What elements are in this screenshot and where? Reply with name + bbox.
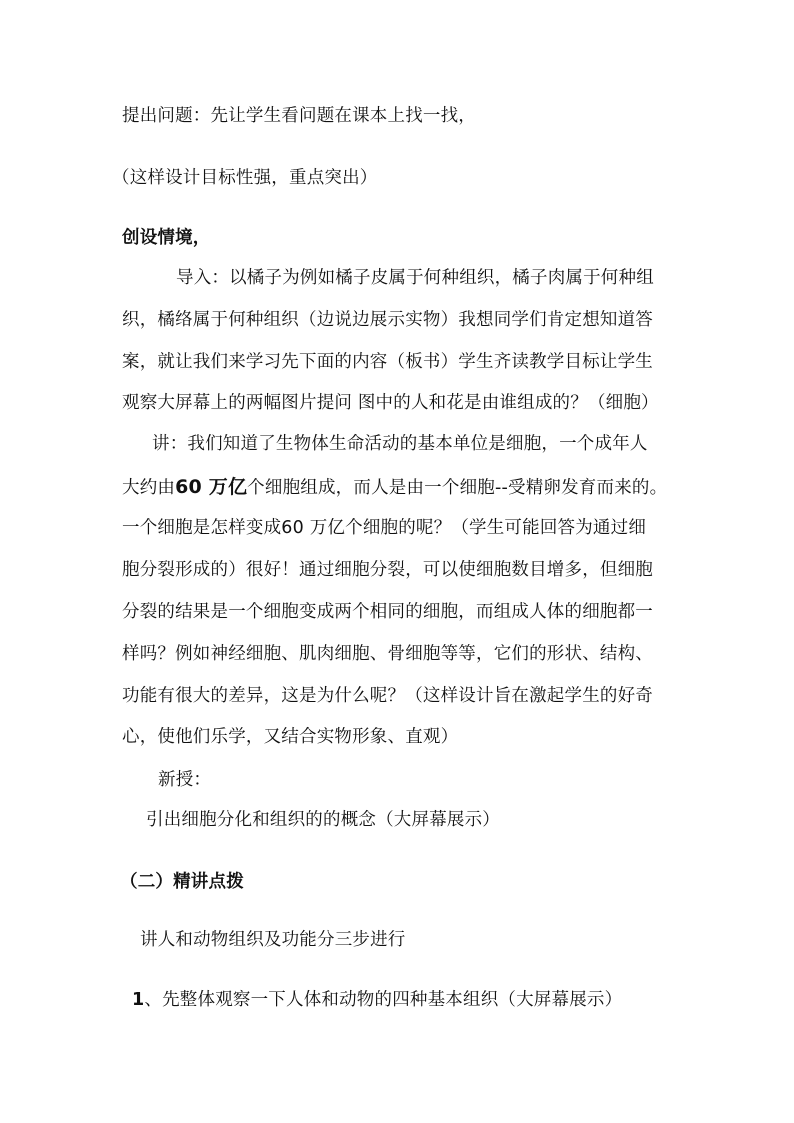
lecture-line-1: 讲：我们知道了生物体生命活动的基本单位是细胞，一个成年人 bbox=[152, 434, 648, 454]
step-1 bbox=[132, 992, 622, 1010]
intro-line-4: 观察大屏幕上的两幅图片提问 图中的人和花是由谁组成的？（细胞） bbox=[122, 393, 659, 413]
lecture-line-8: 心，使他们乐学，又结合实物形象、直观） bbox=[122, 727, 459, 747]
cell-count-emphasis: 60 万亿 bbox=[175, 476, 248, 498]
heading-scenario: 创设情境， bbox=[122, 228, 211, 248]
lecture-line-6: 样吗？例如神经细胞、肌肉细胞、骨细胞等等，它们的形状、结构、 bbox=[122, 644, 653, 664]
paragraph-design-note: （这样设计目标性强，重点突出） bbox=[112, 168, 378, 188]
intro-line-2: 织，橘络属于何种组织（边说边展示实物）我想同学们肯定想知道答 bbox=[122, 310, 653, 330]
concept-intro: 引出细胞分化和组织的的概念（大屏幕展示） bbox=[146, 810, 500, 830]
lecture-steps-intro: 讲人和动物组织及功能分三步进行 bbox=[140, 930, 406, 950]
lecture-line-2-post: 个细胞组成，而人是由一个细胞--受精卵发育而来的。 bbox=[247, 478, 668, 498]
intro-line-3: 案，就让我们来学习先下面的内容（板书）学生齐读教学目标让学生 bbox=[122, 352, 653, 372]
lecture-line-3: 一个细胞是怎样变成60 万亿个细胞的呢？（学生可能回答为通过细 bbox=[122, 518, 647, 538]
intro-line-1: 导入：以橘子为例如橘子皮属于何种组织，橘子肉属于何种组 bbox=[176, 268, 654, 288]
heading-lecture: （二）精讲点拨 bbox=[120, 872, 244, 892]
lecture-line-2-pre: 大约由 bbox=[122, 478, 176, 498]
lecture-line-2 bbox=[122, 478, 667, 498]
lecture-line-4: 胞分裂形成的）很好！通过细胞分裂，可以使细胞数目增多，但细胞 bbox=[122, 560, 653, 580]
new-lesson-label: 新授： bbox=[158, 770, 212, 790]
lecture-line-7: 功能有很大的差异，这是为什么呢？（这样设计旨在激起学生的好奇 bbox=[122, 686, 653, 706]
paragraph-question: 提出问题：先让学生看问题在课本上找一找， bbox=[122, 106, 476, 126]
step-1-text: 、先整体观察一下人体和动物的四种基本组织（大屏幕展示） bbox=[144, 990, 623, 1010]
step-1-number: 1 bbox=[132, 990, 145, 1010]
lecture-line-5: 分裂的结果是一个细胞变成两个相同的细胞，而组成人体的细胞都一 bbox=[122, 602, 653, 622]
